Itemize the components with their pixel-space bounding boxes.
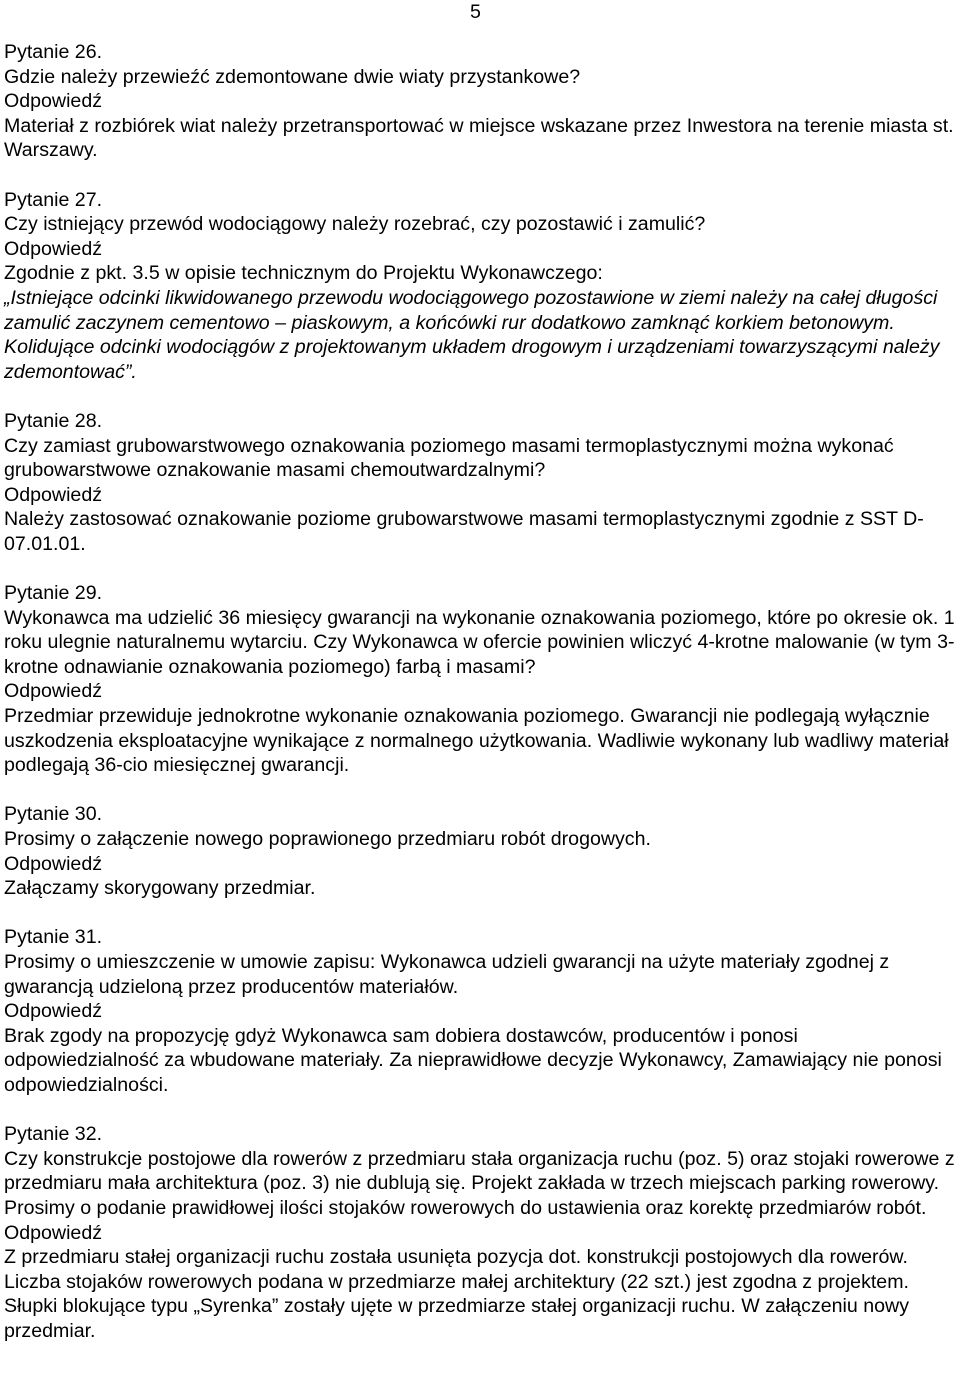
answer-text: Przedmiar przewiduje jednokrotne wykonanie oznakowania poziomego. Gwarancji nie podlegają wyłącznie uszkodzenia eksploatacyjne wynikające z normalnego użytkowania. Wadliwie wykonany lub wadliwy materiał podlegają 36-cio miesięcznej gwarancji. bbox=[4, 705, 949, 777]
question-title: Pytanie 31. bbox=[4, 926, 103, 949]
question-text: Czy zamiast grubowarstwowego oznakowania poziomego masami termoplastycznymi można wykonać grubowarstwowe oznakowanie masami chemoutwardzalnymi? bbox=[4, 434, 894, 482]
answer-text: Zgodnie z pkt. 3.5 w opisie technicznym do Projektu Wykonawczego: bbox=[4, 262, 603, 285]
question-title: Pytanie 28. bbox=[4, 409, 103, 432]
question-block-27 bbox=[4, 188, 956, 385]
answer-label: Odpowiedź bbox=[4, 680, 103, 703]
answer-label: Odpowiedź bbox=[4, 1221, 103, 1244]
question-text: Gdzie należy przewieźć zdemontowane dwie wiaty przystankowe? bbox=[4, 65, 581, 88]
question-text: Wykonawca ma udzielić 36 miesięcy gwarancji na wykonanie oznakowania poziomego, które po okresie ok. 1 roku ulegnie naturalnemu wytarciu. Czy Wykonawca w ofercie powinien wliczyć 4-krotne malowanie (w tym 3- krotne odnawianie oznakowania poziomego) farbą i masami? bbox=[4, 606, 955, 678]
question-title: Pytanie 29. bbox=[4, 582, 103, 605]
question-text: Czy konstrukcje postojowe dla rowerów z przedmiaru stała organizacja ruchu (poz. 5) oraz stojaki rowerowe z przedmiaru mała architektura (poz. 3) nie dublują się. Projekt zakłada w trzech miejscach parking rowerowy. Prosimy o podanie prawidłowej ilości stojaków rowerowych do ustawienia oraz korektę przedmiarów robót. bbox=[4, 1147, 955, 1219]
question-block-31 bbox=[4, 925, 956, 1097]
question-block-26 bbox=[4, 40, 956, 163]
question-text: Prosimy o załączenie nowego poprawionego przedmiaru robót drogowych. bbox=[4, 828, 651, 850]
document-body bbox=[4, 40, 956, 1368]
answer-text: Z przedmiaru stałej organizacji ruchu została usunięta pozycja dot. konstrukcji postojowych dla rowerów. Liczba stojaków rowerowych podana w przedmiarze małej architektury (22 szt.) jest zgodna z projektem. Słupki blokujące typu „Syrenka” zostały ujęte w przedmiarze stałej organizacji ruchu. W załączeniu nowy przedmiar. bbox=[4, 1246, 909, 1342]
answer-text: Należy zastosować oznakowanie poziome grubowarstwowe masami termoplastycznymi zgodnie z SST D-07.01.01. bbox=[4, 508, 924, 555]
answer-label: Odpowiedź bbox=[4, 1000, 103, 1023]
question-block-32 bbox=[4, 1122, 956, 1343]
answer-text: Brak zgody na propozycję gdyż Wykonawca sam dobiera dostawców, producentów i ponosi odpowiedzialność za wbudowane materiały. Za nieprawidłowe decyzje Wykonawcy, Zamawiający nie ponosi odpowiedzialności. bbox=[4, 1024, 942, 1096]
answer-quote: „Istniejące odcinki likwidowanego przewodu wodociągowego pozostawione w ziemi należy na całej długości zamulić zaczynem cementowo – piaskowym, a końcówki rur dodatkowo zamknąć korkiem betonowym. Kolidujące odcinki wodociągów z projektowanym układem drogowym i urządzeniami towarzyszącymi należy zdemontować”. bbox=[4, 286, 940, 383]
page-number: 5 bbox=[470, 1, 481, 23]
question-block-29 bbox=[4, 581, 956, 778]
question-title: Pytanie 27. bbox=[4, 188, 103, 211]
answer-text: Materiał z rozbiórek wiat należy przetransportować w miejsce wskazane przez Inwestora na terenie miasta st. Warszawy. bbox=[4, 114, 954, 162]
answer-label: Odpowiedź bbox=[4, 90, 103, 113]
answer-label: Odpowiedź bbox=[4, 237, 103, 260]
question-title: Pytanie 32. bbox=[4, 1123, 103, 1146]
answer-label: Odpowiedź bbox=[4, 852, 103, 875]
answer-label: Odpowiedź bbox=[4, 483, 103, 506]
question-block-30 bbox=[4, 802, 956, 900]
question-block-28 bbox=[4, 409, 956, 557]
question-title: Pytanie 26. bbox=[4, 41, 103, 63]
question-title: Pytanie 30. bbox=[4, 803, 103, 826]
question-text: Czy istniejący przewód wodociągowy należy rozebrać, czy pozostawić i zamulić? bbox=[4, 213, 706, 236]
question-text: Prosimy o umieszczenie w umowie zapisu: Wykonawca udzieli gwarancji na użyte materiały zgodnej z gwarancją udzieloną przez producentów materiałów. bbox=[4, 950, 890, 998]
answer-text: Załączamy skorygowany przedmiar. bbox=[4, 877, 316, 900]
